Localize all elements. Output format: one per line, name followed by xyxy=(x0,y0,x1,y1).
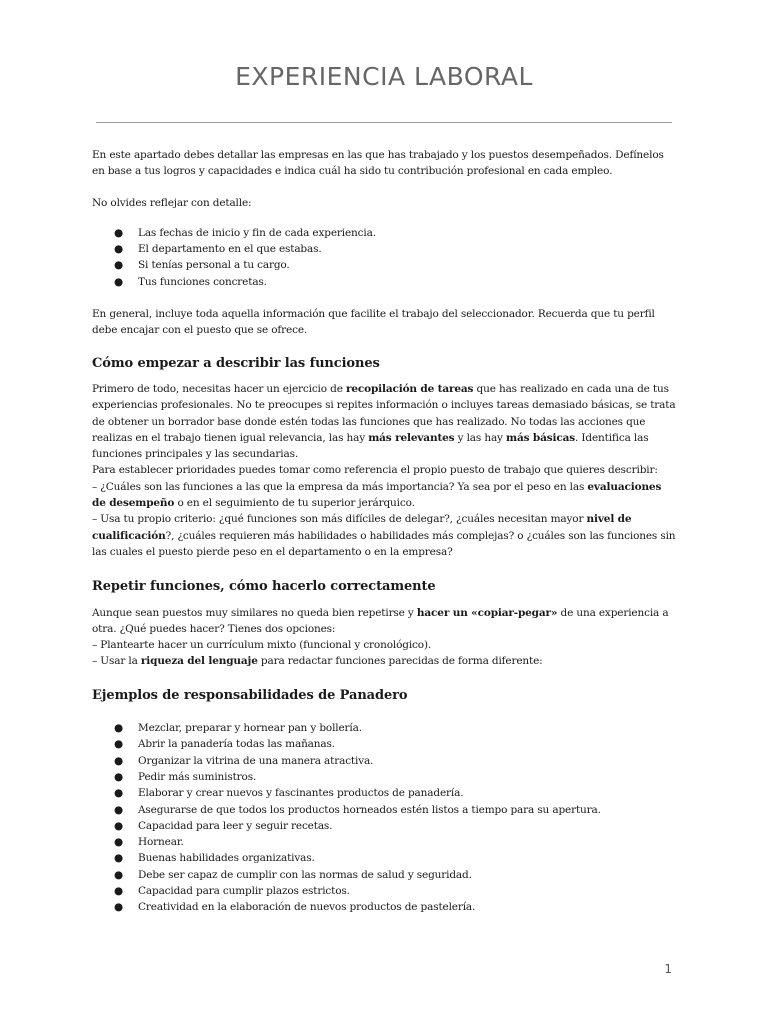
list-item: ● Las fechas de inicio y fin de cada experiencia. xyxy=(92,225,676,241)
repetir-paragraph: Aunque sean puestos muy similares no queda bien repetirse y hacer un «copiar-pegar» de una experiencia a otra. ¿Qué puedes hacer? Tienes dos opciones: xyxy=(92,606,669,635)
bullet-icon: ● xyxy=(114,722,124,735)
section-heading-panadero: Ejemplos de responsabilidades de Panadero xyxy=(92,687,408,703)
list-item: ● El departamento en el que estabas. xyxy=(92,241,676,257)
list-item: ● Capacidad para leer y seguir recetas. xyxy=(92,818,676,834)
list-item: ● Debe ser capaz de cumplir con las normas de salud y seguridad. xyxy=(92,867,676,883)
bullet-icon: ● xyxy=(114,226,124,239)
list-item: ● Tus funciones concretas. xyxy=(92,274,676,290)
bullet-icon: ● xyxy=(114,243,124,256)
intro-closing-paragraph: En general, incluye toda aquella información que facilite el trabajo del seleccionador. Recuerda que tu perfil debe encajar con el puesto que se ofrece. xyxy=(92,308,655,337)
list-item: ● Mezclar, preparar y hornear pan y bollería. xyxy=(92,720,676,736)
bullet-icon: ● xyxy=(114,819,124,832)
criterio-propio-paragraph: – Usa tu propio criterio: ¿qué funciones son más difíciles de delegar?, ¿cuáles necesitan mayor nivel de cualificación?, ¿cuáles requieren más habilidades o habilidades más complejas? o ¿cuáles son las funciones sin las cuales el puesto pierde peso en el departamento o en la empresa? xyxy=(92,513,676,558)
list-item: ● Creatividad en la elaboración de nuevos productos de pastelería. xyxy=(92,899,676,915)
list-item: ● Pedir más suministros. xyxy=(92,769,676,785)
section-heading-funciones: Cómo empezar a describir las funciones xyxy=(92,355,380,371)
page-title: EXPERIENCIA LABORAL xyxy=(235,62,533,91)
bullet-icon: ● xyxy=(114,852,124,865)
bullet-icon: ● xyxy=(114,738,124,751)
prioridades-paragraph: Para establecer prioridades puedes tomar como referencia el propio puesto de trabajo que quieres describir: xyxy=(92,464,658,477)
list-item: ● Asegurarse de que todos los productos horneados estén listos a tiempo para su apertura. xyxy=(92,802,676,818)
opcion-lenguaje: – Usar la riqueza del lenguaje para redactar funciones parecidas de forma diferente: xyxy=(92,655,543,668)
bullet-icon: ● xyxy=(114,754,124,767)
bullet-icon: ● xyxy=(114,803,124,816)
opcion-mixto: – Plantearte hacer un currículum mixto (funcional y cronológico). xyxy=(92,639,432,652)
bullet-icon: ● xyxy=(114,868,124,881)
funciones-paragraph: Primero de todo, necesitas hacer un ejercicio de recopilación de tareas que has realizado en cada una de tus experiencias profesionales. No te preocupes si repites información o incluyes tareas demasiado básicas, se trata de obtener un borrador base donde estén todas las funciones que has realizado. No todas las acciones que realizas en el trabajo tienen igual relevancia, las hay más relevantes y las hay más básicas. Identifica las funciones principales y las secundarias. xyxy=(92,382,676,461)
list-item: ● Hornear. xyxy=(92,834,676,850)
bullet-icon: ● xyxy=(114,884,124,897)
document-body xyxy=(92,147,676,932)
list-item: ● Buenas habilidades organizativas. xyxy=(92,850,676,866)
bullet-icon: ● xyxy=(114,787,124,800)
intro-paragraph: En este apartado debes detallar las empresas en las que has trabajado y los puestos desempeñados. Defínelos en base a tus logros y capacidades e indica cuál ha sido tu contribución profesional en cada empleo. xyxy=(92,149,664,178)
list-item: ● Capacidad para cumplir plazos estrictos. xyxy=(92,883,676,899)
page-number: 1 xyxy=(664,962,672,976)
list-item: ● Organizar la vitrina de una manera atractiva. xyxy=(92,753,676,769)
list-item: ● Si tenías personal a tu cargo. xyxy=(92,257,676,273)
bullet-icon: ● xyxy=(114,901,124,914)
intro-lead: No olvides reflejar con detalle: xyxy=(92,196,252,209)
bullet-icon: ● xyxy=(114,770,124,783)
bullet-icon: ● xyxy=(114,259,124,272)
list-item: ● Abrir la panadería todas las mañanas. xyxy=(92,736,676,752)
panadero-list xyxy=(92,720,676,916)
list-item: ● Elaborar y crear nuevos y fascinantes productos de panadería. xyxy=(92,785,676,801)
section-heading-repetir: Repetir funciones, cómo hacerlo correctamente xyxy=(92,579,436,595)
detail-list xyxy=(92,225,676,290)
criterio-empresa-paragraph: – ¿Cuáles son las funciones a las que la empresa da más importancia? Ya sea por el peso en las evaluaciones de desempeño o en el seguimiento de tu superior jerárquico. xyxy=(92,480,662,510)
bullet-icon: ● xyxy=(114,275,124,288)
title-divider xyxy=(96,122,672,123)
bullet-icon: ● xyxy=(114,836,124,849)
